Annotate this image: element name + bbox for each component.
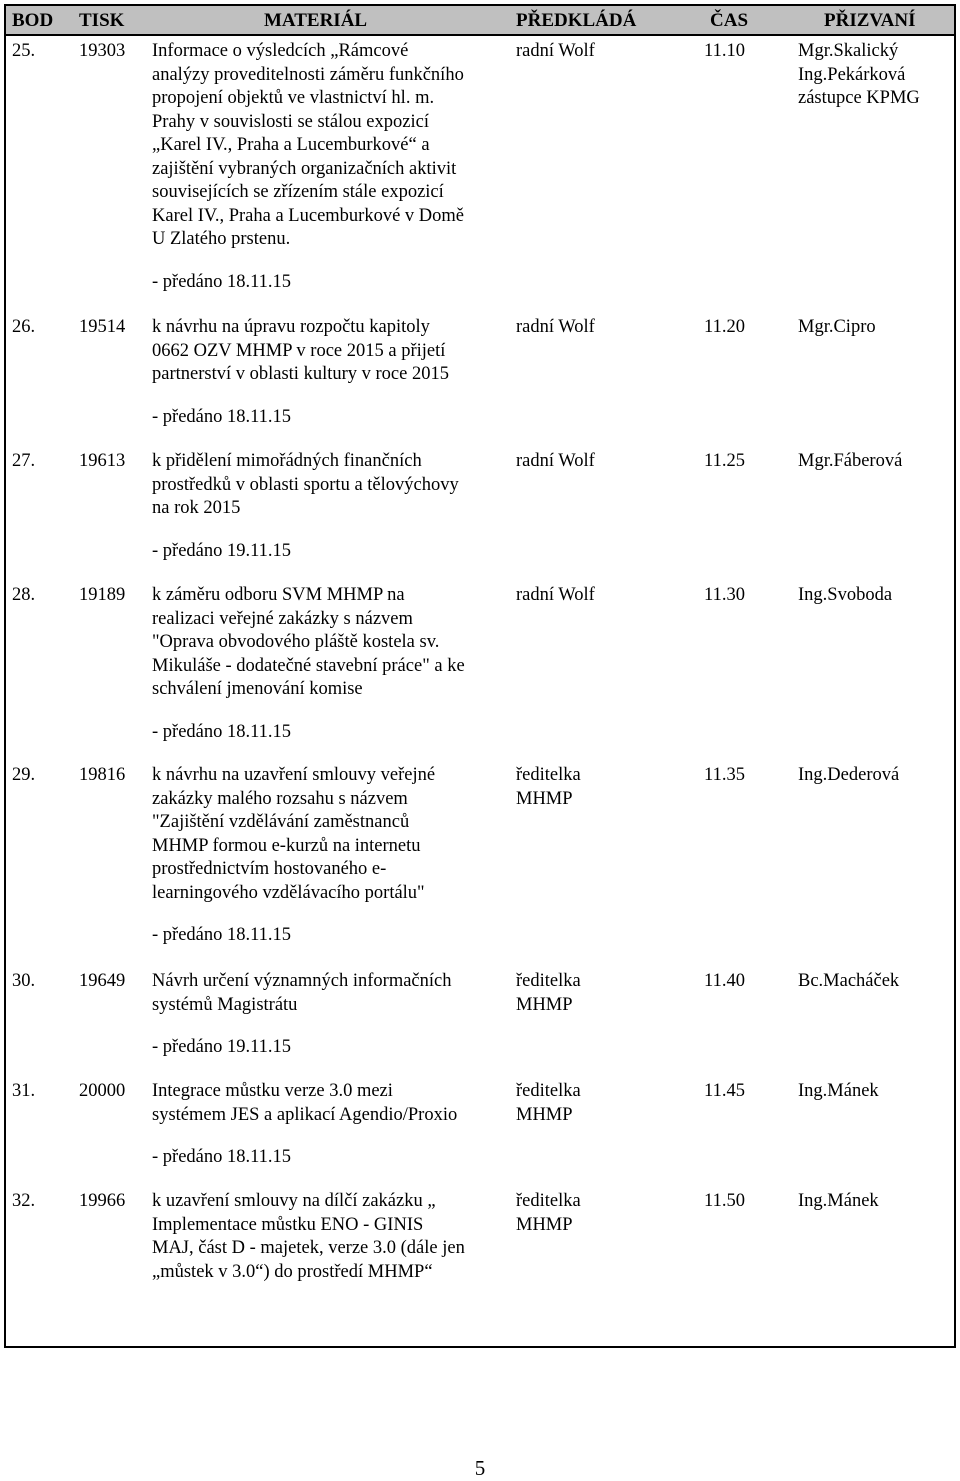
presenter-line: MHMP: [516, 788, 573, 809]
material-line: k návrhu na uzavření smlouvy veřejné: [152, 765, 436, 785]
header-tisk: TISK: [79, 10, 125, 31]
presenter-line: ředitelka: [516, 1191, 581, 1211]
item-number: 30.: [12, 971, 36, 991]
print-number: 19189: [79, 585, 126, 605]
material-line: "Oprava obvodového pláště kostela sv.: [152, 632, 440, 652]
material-text: [152, 316, 506, 429]
invited-line: Ing.Svoboda: [798, 585, 893, 605]
material-line: Informace o výsledcích „Rámcové: [152, 41, 409, 61]
material-text: [152, 584, 506, 744]
transfer-date: - předáno 19.11.15: [152, 1037, 292, 1057]
material-text: [152, 1080, 506, 1170]
header-predklada: PŘEDKLÁDÁ: [516, 10, 637, 31]
material-line: systémů Magistrátu: [152, 994, 298, 1015]
presenter-line: radní Wolf: [516, 41, 595, 61]
time: 11.10: [704, 41, 745, 61]
invited-line: zástupce KPMG: [798, 88, 920, 108]
material-line: prostřednictvím hostovaného e-: [152, 859, 387, 879]
header-bod: BOD: [12, 10, 54, 31]
time: 11.25: [704, 451, 745, 471]
material-line: prostředků v oblasti sportu a tělovýchovy: [152, 474, 459, 495]
material-line: Integrace můstku verze 3.0 mezi: [152, 1081, 393, 1101]
invited-line: Mgr.Skalický: [798, 41, 899, 61]
material-line: U Zlatého prstenu.: [152, 229, 291, 249]
transfer-date: - předáno 18.11.15: [152, 721, 292, 742]
presenter: [516, 1080, 691, 1127]
material-line: souvisejících se zřízením stále expozicí: [152, 182, 444, 202]
print-number: 20000: [79, 1081, 126, 1101]
invited-line: Mgr.Fáberová: [798, 451, 903, 471]
material-line: realizaci veřejné zakázky s názvem: [152, 608, 413, 629]
material-line: zakázky malého rozsahu s názvem: [152, 788, 408, 809]
material-line: propojení objektů ve vlastnictví hl. m.: [152, 88, 435, 108]
invited: [798, 316, 954, 340]
invited: [798, 970, 954, 994]
material-line: analýzy proveditelnosti záměru funkčního: [152, 64, 464, 85]
material-line: 0662 OZV MHMP v roce 2015 a přijetí: [152, 340, 446, 361]
material-line: k uzavření smlouvy na dílčí zakázku „: [152, 1191, 436, 1211]
time: 11.50: [704, 1191, 745, 1211]
material-line: Návrh určení významných informačních: [152, 971, 452, 991]
table-header: [6, 6, 954, 36]
material-line: „Karel IV., Praha a Lucemburkové“ a: [152, 135, 430, 155]
print-number: 19514: [79, 317, 126, 337]
print-number: 19303: [79, 41, 126, 61]
presenter-line: radní Wolf: [516, 317, 595, 337]
invited: [798, 1080, 954, 1104]
presenter: [516, 450, 691, 474]
material-line: Prahy v souvislosti se stálou expozicí: [152, 111, 429, 132]
print-number: 19649: [79, 971, 126, 991]
material-line: Implementace můstku ENO - GINIS: [152, 1214, 424, 1235]
invited-line: Ing.Pekárková: [798, 64, 906, 85]
header-prizvani: PŘIZVANÍ: [824, 10, 916, 31]
material-line: na rok 2015: [152, 498, 241, 518]
invited-line: Ing.Mánek: [798, 1081, 879, 1101]
invited: [798, 450, 954, 474]
material-line: learningového vzdělávacího portálu": [152, 882, 425, 903]
material-line: k návrhu na úpravu rozpočtu kapitoly: [152, 317, 430, 337]
material-text: [152, 1190, 506, 1284]
time: 11.40: [704, 971, 745, 991]
invited: [798, 764, 954, 788]
invited: [798, 584, 954, 608]
material-line: partnerství v oblasti kultury v roce 2015: [152, 364, 449, 384]
material-line: Karel IV., Praha a Lucemburkové v Domě: [152, 205, 464, 226]
presenter-line: MHMP: [516, 994, 573, 1015]
presenter-line: MHMP: [516, 1104, 573, 1125]
presenter-line: radní Wolf: [516, 451, 595, 471]
item-number: 25.: [12, 41, 36, 61]
material-line: MHMP formou e-kurzů na internetu: [152, 835, 421, 856]
header-cas: ČAS: [710, 10, 749, 31]
presenter-line: ředitelka: [516, 971, 581, 991]
material-line: Mikuláše - dodatečné stavební práce" a ke: [152, 655, 465, 676]
material-line: MAJ, část D - majetek, verze 3.0 (dále jen: [152, 1238, 465, 1258]
transfer-date: - předáno 18.11.15: [152, 406, 292, 427]
time: 11.45: [704, 1081, 745, 1101]
material-line: zajištění vybraných organizačních aktivit: [152, 158, 457, 179]
item-number: 29.: [12, 765, 36, 785]
presenter-line: MHMP: [516, 1214, 573, 1235]
transfer-date: - předáno 18.11.15: [152, 925, 292, 945]
invited-line: Bc.Macháček: [798, 971, 900, 991]
presenter: [516, 40, 691, 64]
item-number: 26.: [12, 317, 36, 337]
material-line: "Zajištění vzdělávání zaměstnanců: [152, 812, 410, 832]
material-line: schválení jmenování komise: [152, 679, 363, 699]
invited-line: Ing.Mánek: [798, 1191, 879, 1211]
print-number: 19966: [79, 1191, 126, 1211]
transfer-date: - předáno 18.11.15: [152, 271, 292, 292]
transfer-date: - předáno 19.11.15: [152, 540, 292, 561]
invited: [798, 40, 954, 111]
invited: [798, 1190, 954, 1214]
material-text: [152, 764, 506, 948]
time: 11.35: [704, 765, 745, 785]
invited-line: Ing.Dederová: [798, 765, 900, 785]
print-number: 19816: [79, 765, 126, 785]
presenter: [516, 584, 691, 608]
presenter: [516, 970, 691, 1017]
time: 11.20: [704, 317, 745, 337]
material-line: systémem JES a aplikací Agendio/Proxio: [152, 1104, 458, 1125]
material-text: [152, 40, 506, 294]
material-text: [152, 450, 506, 563]
material-line: „můstek v 3.0“) do prostředí MHMP“: [152, 1261, 433, 1282]
presenter: [516, 764, 691, 811]
invited-line: Mgr.Cipro: [798, 317, 876, 337]
material-line: k záměru odboru SVM MHMP na: [152, 585, 405, 605]
presenter-line: ředitelka: [516, 765, 581, 785]
item-number: 27.: [12, 451, 36, 471]
page-number: 5: [474, 1456, 486, 1480]
time: 11.30: [704, 585, 745, 605]
transfer-date: - předáno 18.11.15: [152, 1147, 292, 1167]
header-material: MATERIÁL: [264, 10, 368, 31]
print-number: 19613: [79, 451, 126, 471]
presenter-line: ředitelka: [516, 1081, 581, 1101]
material-text: [152, 970, 506, 1060]
agenda-table: [4, 4, 956, 1348]
material-line: k přidělení mimořádných finančních: [152, 451, 422, 471]
presenter: [516, 1190, 691, 1237]
item-number: 28.: [12, 585, 36, 605]
presenter-line: radní Wolf: [516, 585, 595, 605]
presenter: [516, 316, 691, 340]
item-number: 31.: [12, 1081, 36, 1101]
item-number: 32.: [12, 1191, 36, 1211]
